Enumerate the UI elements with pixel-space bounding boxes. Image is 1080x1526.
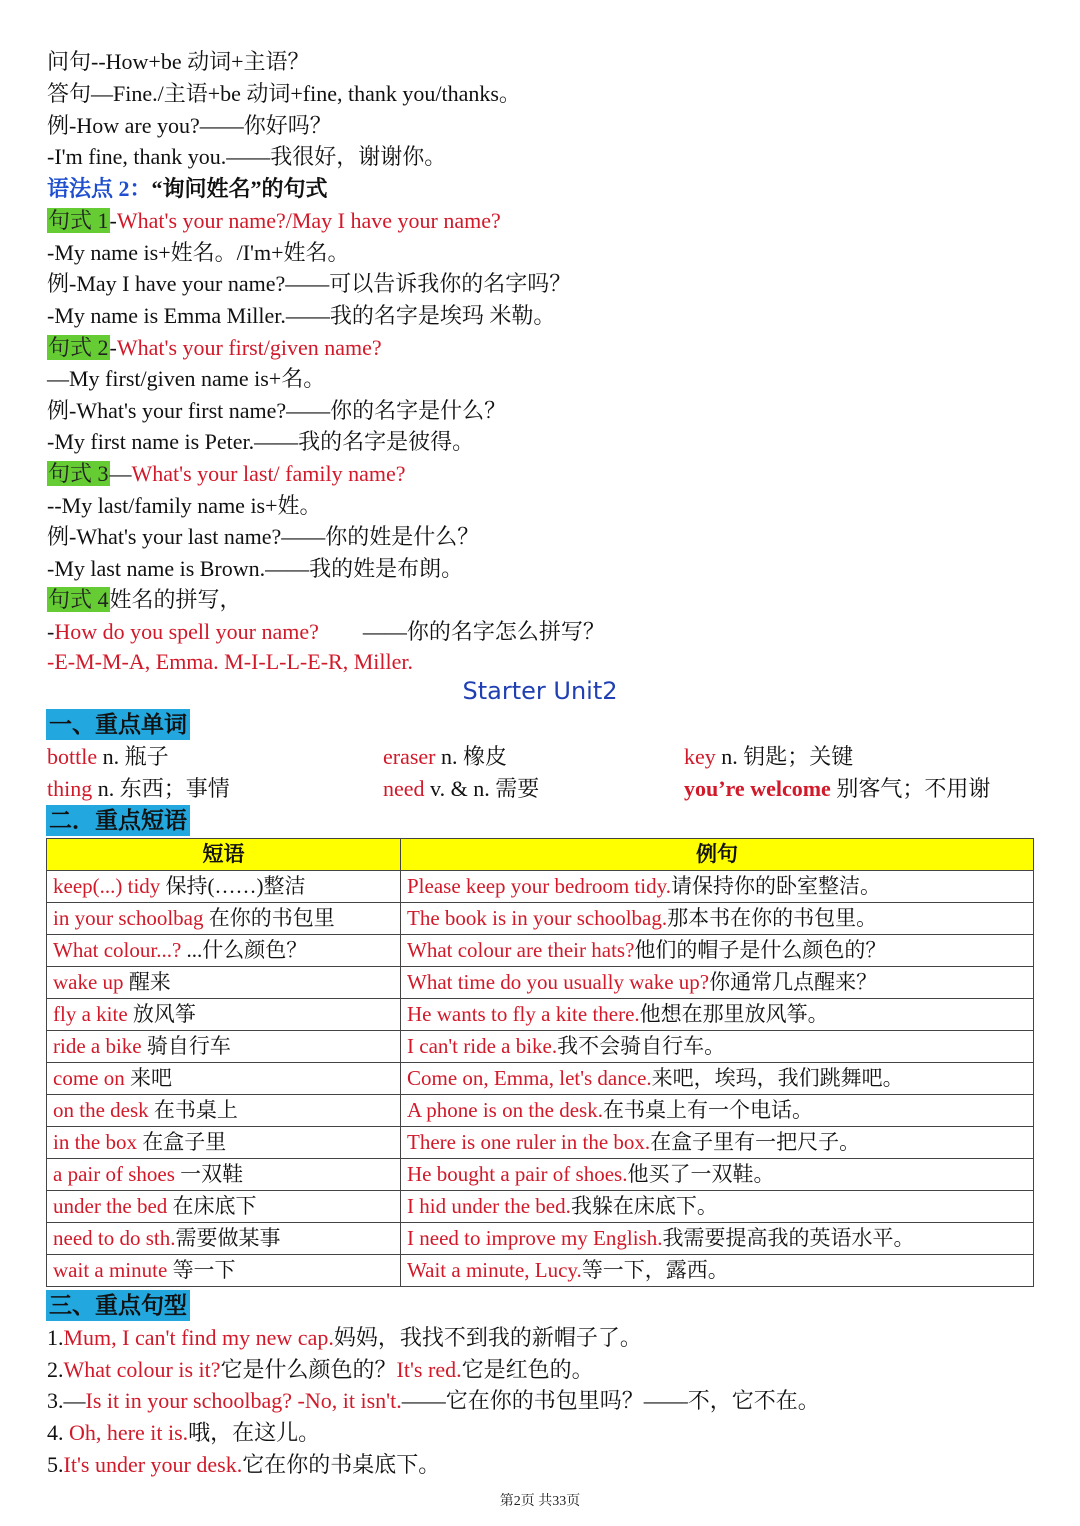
column-header-phrase: 短语 — [47, 839, 401, 871]
vocab-item — [684, 774, 990, 804]
text-line — [47, 427, 474, 457]
example-en: Wait a minute, Lucy. — [407, 1258, 582, 1282]
pattern-sentence: -E-M-M-A, Emma. M-I-L-L-E-R, Miller. — [47, 649, 413, 674]
example-cn: 我需要提高我的英语水平。 — [662, 1226, 915, 1250]
unit-title: Starter Unit2 — [462, 677, 618, 705]
phrase-en: keep(...) tidy — [53, 874, 161, 898]
phrase-cell — [47, 1255, 401, 1287]
sentence-line — [47, 1386, 820, 1416]
pattern-sentence: How do you spell your name? — [54, 619, 319, 644]
vocab-term: key — [684, 744, 716, 769]
phrase-cn: 需要做某事 — [175, 1226, 281, 1250]
example-cell — [401, 1031, 1034, 1063]
vocab-item — [47, 742, 169, 772]
phrase-cell — [47, 1191, 401, 1223]
vocab-meaning: n. 东西；事情 — [92, 776, 230, 801]
phrase-en: What colour...? — [53, 938, 182, 962]
text-line — [47, 647, 413, 677]
vocab-meaning: n. 钥匙；关键 — [715, 744, 854, 769]
text-line — [47, 238, 350, 268]
example-cn: 来吧，埃玛，我们跳舞吧。 — [651, 1066, 904, 1090]
section-heading-key-words: 一、重点单词 — [46, 709, 190, 740]
text-line — [47, 554, 463, 584]
vocab-meaning: 别客气；不用谢 — [830, 776, 991, 801]
vocab-term: you’re welcome — [684, 776, 831, 801]
text-run: —My first/given name is+名。 — [47, 366, 326, 391]
page-footer: 第2页 共33页 — [499, 1494, 581, 1509]
example-cell — [401, 903, 1034, 935]
phrase-cell — [47, 1031, 401, 1063]
example-cell — [401, 1063, 1034, 1095]
text-line — [47, 47, 310, 77]
grammar-point-title: “询问姓名”的句式 — [151, 176, 328, 201]
phrase-cn: 骑自行车 — [141, 1034, 231, 1058]
text-run: 姓名的拼写， — [109, 587, 242, 612]
example-cn: 请保持你的卧室整洁。 — [671, 874, 881, 898]
phrase-cn: 在盒子里 — [137, 1130, 227, 1154]
example-cell — [401, 1191, 1034, 1223]
pattern-line — [47, 459, 406, 489]
text-line — [47, 269, 571, 299]
text-run: -My name is Emma Miller.——我的名字是埃玛 米勒。 — [47, 303, 556, 328]
example-cn: 在盒子里有一把尺子。 — [650, 1130, 861, 1154]
table-row — [47, 1159, 1034, 1191]
text-run: - — [109, 208, 117, 233]
section-heading-key-phrases: 二．重点短语 — [46, 805, 190, 836]
example-en: He bought a pair of shoes. — [407, 1162, 628, 1186]
vocab-item — [383, 742, 507, 772]
pattern-tag: 句式 1 — [48, 208, 109, 233]
text-line — [47, 522, 479, 552]
example-cell — [401, 1159, 1034, 1191]
phrases-table-body — [47, 871, 1034, 1287]
phrase-cn: 一双鞋 — [174, 1162, 244, 1186]
text-run: 问句--How+be 动词+主语？ — [47, 49, 310, 74]
sentence-en: Oh, here it is. — [69, 1420, 189, 1445]
text-run: 答句—Fine./主语+be 动词+fine, thank you/thanks。 — [47, 81, 521, 106]
text-run: -I'm fine, thank you.——我很好，谢谢你。 — [47, 144, 447, 169]
phrase-cell — [47, 903, 401, 935]
table-row — [47, 1255, 1034, 1287]
example-cn: 他们的帽子是什么颜色的？ — [634, 938, 887, 962]
example-en: What colour are their hats? — [407, 938, 635, 962]
pattern-line — [47, 206, 501, 236]
example-en: A phone is on the desk. — [407, 1098, 603, 1122]
table-header-row — [47, 839, 1034, 871]
text-run: 4. — [47, 1420, 69, 1445]
text-line — [47, 301, 555, 331]
phrase-en: ride a bike — [53, 1034, 142, 1058]
table-row — [47, 1095, 1034, 1127]
section-heading-key-sentences: 三、重点句型 — [46, 1290, 190, 1321]
text-run: — — [109, 461, 132, 486]
vocab-meaning: n. 瓶子 — [97, 744, 169, 769]
phrase-cn: 来吧 — [124, 1066, 172, 1090]
pattern-line — [47, 585, 242, 615]
text-line — [47, 617, 605, 647]
phrase-cell — [47, 871, 401, 903]
sentence-line — [47, 1323, 642, 1353]
sentence-en: Is it in your schoolbag? -No, it isn't. — [85, 1388, 402, 1413]
example-cn: 他想在那里放风筝。 — [639, 1002, 829, 1026]
sentence-line — [47, 1418, 320, 1448]
phrase-cn: 在你的书包里 — [203, 906, 335, 930]
example-cn: 在书桌上有一个电话。 — [602, 1098, 813, 1122]
example-cn: 我躲在床底下。 — [570, 1194, 718, 1218]
example-cell — [401, 999, 1034, 1031]
example-cn: 等一下，露西。 — [581, 1258, 729, 1282]
vocab-meaning: v. & n. 需要 — [424, 776, 540, 801]
text-line — [47, 79, 521, 109]
phrase-cell — [47, 1095, 401, 1127]
text-run: -My name is+姓名。/I'm+姓名。 — [47, 240, 350, 265]
example-en: The book is in your schoolbag. — [407, 906, 668, 930]
vocab-term: eraser — [383, 744, 436, 769]
text-run: 例-May I have your name?——可以告诉我你的名字吗？ — [47, 271, 572, 296]
vocab-term: bottle — [47, 744, 98, 769]
sentence-cn: 它在你的书桌底下。 — [242, 1452, 441, 1477]
example-en: I need to improve my English. — [407, 1226, 663, 1250]
text-run: - — [109, 335, 117, 360]
phrase-cn: ...什么颜色？ — [181, 938, 308, 962]
example-en: Please keep your bedroom tidy. — [407, 874, 671, 898]
phrase-cn: 在书桌上 — [148, 1098, 238, 1122]
example-cn: 我不会骑自行车。 — [557, 1034, 726, 1058]
text-line — [47, 142, 446, 172]
text-run: 例-What's your first name?——你的名字是什么？ — [47, 398, 507, 423]
phrase-en: a pair of shoes — [53, 1162, 175, 1186]
sentence-cn: 它是什么颜色的？ — [220, 1357, 397, 1382]
table-row — [47, 967, 1034, 999]
example-en: Come on, Emma, let's dance. — [407, 1066, 652, 1090]
table-row — [47, 935, 1034, 967]
phrase-en: wake up — [53, 970, 124, 994]
pattern-tag: 句式 2 — [48, 335, 109, 360]
sentence-cn: 妈妈，我找不到我的新帽子了。 — [333, 1325, 642, 1350]
text-run: -My first name is Peter.——我的名字是彼得。 — [47, 429, 475, 454]
table-row — [47, 1127, 1034, 1159]
table-row — [47, 871, 1034, 903]
example-cell — [401, 871, 1034, 903]
phrase-cell — [47, 935, 401, 967]
example-cell — [401, 1223, 1034, 1255]
grammar-point-heading — [47, 174, 328, 204]
vocab-meaning: n. 橡皮 — [435, 744, 508, 769]
sentence-cn: 哦，在这儿。 — [188, 1420, 321, 1445]
phrases-table — [46, 838, 1034, 1287]
vocab-term: thing — [47, 776, 93, 801]
grammar-point-label: 语法点 2： — [47, 176, 152, 201]
phrase-cell — [47, 1159, 401, 1191]
sentence-en: It's under your desk. — [63, 1452, 243, 1477]
pattern-sentence: What's your name?/May I have your name? — [116, 208, 501, 233]
sentence-cn: ——它在你的书包里吗？——不，它不在。 — [401, 1388, 820, 1413]
text-line — [47, 111, 332, 141]
phrase-cell — [47, 967, 401, 999]
example-cell — [401, 1095, 1034, 1127]
example-cn: 他买了一双鞋。 — [627, 1162, 775, 1186]
phrase-cell — [47, 1223, 401, 1255]
text-line — [47, 364, 325, 394]
text-run: 5. — [47, 1452, 64, 1477]
text-line — [47, 491, 322, 521]
example-cell — [401, 967, 1034, 999]
vocab-item — [47, 774, 230, 804]
example-en: I hid under the bed. — [407, 1194, 571, 1218]
example-cell — [401, 935, 1034, 967]
table-row — [47, 999, 1034, 1031]
text-run: ——你的名字怎么拼写？ — [318, 619, 605, 644]
pattern-sentence: What's your last/ family name? — [131, 461, 406, 486]
phrase-cn: 在床底下 — [167, 1194, 257, 1218]
vocab-term: need — [383, 776, 425, 801]
table-row — [47, 1223, 1034, 1255]
vocab-item — [684, 742, 853, 772]
example-en: There is one ruler in the box. — [407, 1130, 651, 1154]
phrase-cn: 醒来 — [123, 970, 171, 994]
pattern-tag: 句式 3 — [48, 461, 109, 486]
text-line — [47, 396, 506, 426]
phrase-cn: 放风筝 — [127, 1002, 196, 1026]
phrase-cn: 等一下 — [167, 1258, 236, 1282]
example-en: What time do you usually wake up? — [407, 970, 710, 994]
sentence-line — [47, 1355, 594, 1385]
sentence-en: Mum, I can't find my new cap. — [63, 1325, 334, 1350]
example-cell — [401, 1255, 1034, 1287]
vocab-item — [383, 774, 539, 804]
sentence-cn: 它是红色的。 — [461, 1357, 594, 1382]
phrase-cell — [47, 1063, 401, 1095]
phrase-en: in your schoolbag — [53, 906, 204, 930]
column-header-example: 例句 — [401, 839, 1034, 871]
example-en: He wants to fly a kite there. — [407, 1002, 640, 1026]
phrase-en: wait a minute — [53, 1258, 168, 1282]
text-run: 例-What's your last name?——你的姓是什么？ — [47, 524, 480, 549]
text-run: -My last name is Brown.——我的姓是布朗。 — [47, 556, 464, 581]
phrase-en: fly a kite — [53, 1002, 128, 1026]
phrase-en: in the box — [53, 1130, 137, 1154]
text-run: 1. — [47, 1325, 64, 1350]
phrase-en: under the bed — [53, 1194, 168, 1218]
sentence-en: It's red. — [396, 1357, 462, 1382]
table-row — [47, 903, 1034, 935]
phrase-cell — [47, 999, 401, 1031]
table-row — [47, 1063, 1034, 1095]
text-run: - — [47, 619, 55, 644]
text-run: 2. — [47, 1357, 64, 1382]
pattern-line — [47, 333, 382, 363]
phrase-en: come on — [53, 1066, 125, 1090]
phrase-cn: 保持(……)整洁 — [160, 874, 306, 898]
example-en: I can't ride a bike. — [407, 1034, 558, 1058]
phrase-en: on the desk — [53, 1098, 149, 1122]
table-row — [47, 1031, 1034, 1063]
text-run: --My last/family name is+姓。 — [47, 493, 322, 518]
table-row — [47, 1191, 1034, 1223]
example-cn: 你通常几点醒来？ — [709, 970, 878, 994]
sentence-en: What colour is it? — [63, 1357, 221, 1382]
example-cn: 那本书在你的书包里。 — [667, 906, 878, 930]
example-cell — [401, 1127, 1034, 1159]
phrase-cell — [47, 1127, 401, 1159]
pattern-sentence: What's your first/given name? — [116, 335, 382, 360]
pattern-tag: 句式 4 — [48, 587, 109, 612]
sentence-line — [47, 1450, 440, 1480]
phrase-en: need to do sth. — [53, 1226, 176, 1250]
text-run: 例-How are you?——你好吗？ — [47, 113, 332, 138]
text-run: 3.— — [47, 1388, 86, 1413]
